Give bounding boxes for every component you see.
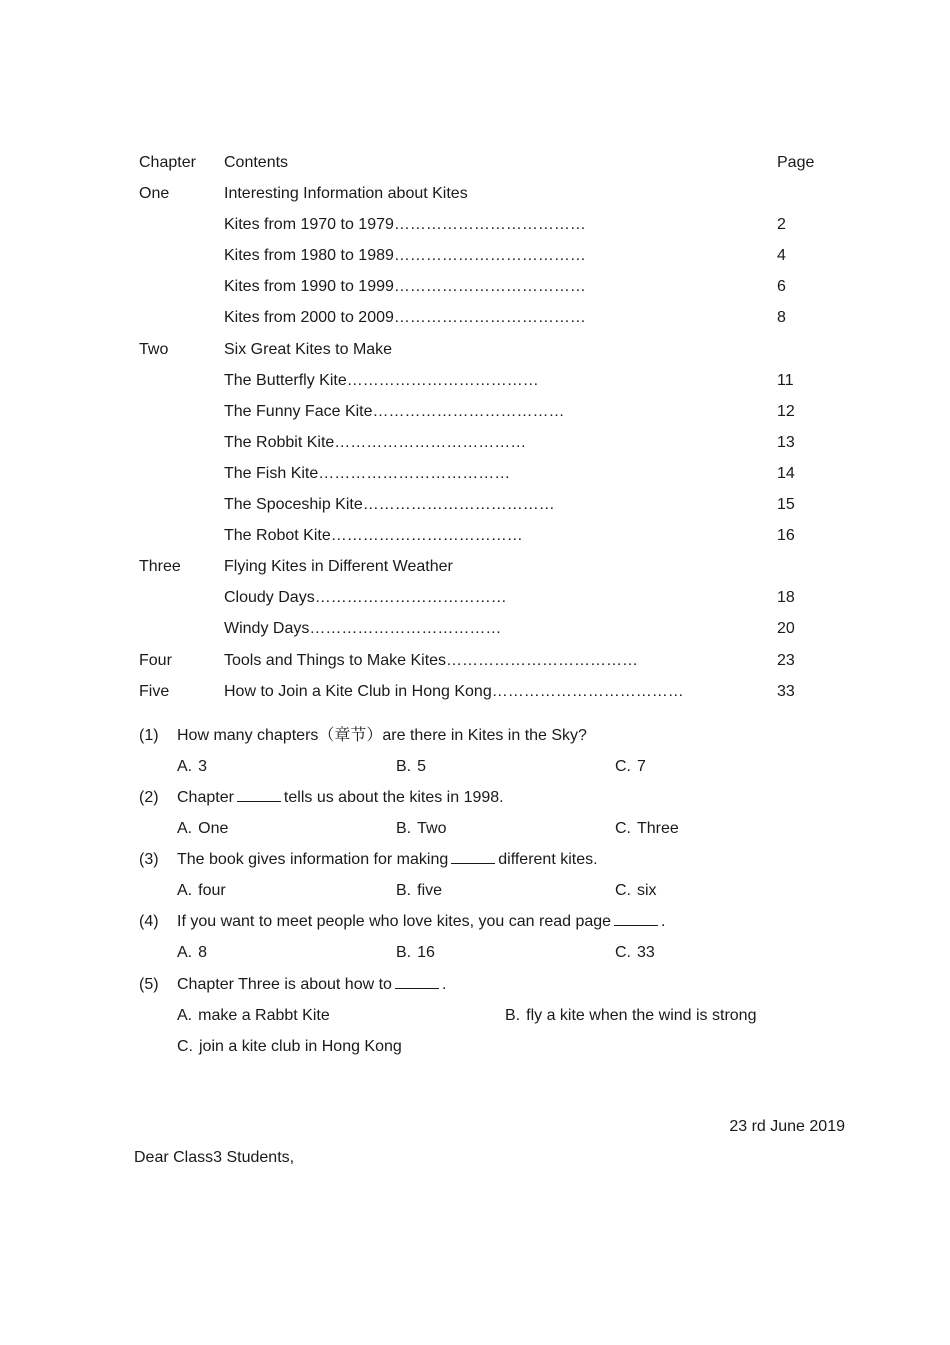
option-letter: C. [615,944,631,961]
toc-contents: The Fish Kite……………………………… [224,464,511,482]
question-number: (5) [139,976,159,993]
toc-row [139,401,839,432]
toc-contents: Kites from 1980 to 1989……………………………… [224,247,586,265]
toc-contents: How to Join a Kite Club in Hong Kong……………………………… [224,682,684,700]
toc-row [139,525,839,556]
option-text: 5 [417,758,427,775]
toc-contents: The Robot Kite……………………………… [224,527,523,545]
toc-row [139,432,839,463]
toc-page: 8 [777,309,786,327]
option-text: four [198,882,226,899]
question-text-before: If you want to meet people who love kites, you can read page [177,913,612,930]
question-number: (1) [139,727,159,744]
toc-contents: Kites from 1970 to 1979……………………………… [224,216,586,234]
toc-page: 14 [777,464,795,482]
option-2c[interactable] [615,818,679,840]
question-text [177,787,504,809]
option-3a[interactable] [177,880,226,902]
answer-blank[interactable] [395,974,439,989]
option-text: join a kite club in Hong Kong [199,1038,402,1055]
toc-row [139,463,839,494]
option-text: 33 [637,944,655,961]
toc-header-page: Page [777,154,815,171]
toc-chapter: Three [139,558,181,576]
question-text [177,849,598,871]
toc-row [139,214,839,245]
option-text: 3 [198,758,208,775]
toc-contents: Cloudy Days……………………………… [224,589,507,607]
toc-page: 23 [777,651,795,669]
toc-row [139,307,839,338]
letter-greeting: Dear Class3 Students, [134,1149,295,1166]
option-text: make a Rabbt Kite [198,1007,330,1024]
option-letter: A. [177,758,193,775]
toc-page: 11 [777,371,794,389]
toc-header-contents: Contents [224,154,289,171]
option-text: Two [417,820,447,837]
toc-page: 2 [777,216,786,234]
toc-row [139,556,839,587]
question-text-before: How many chapters（章节）are there in Kites in the Sky? [177,727,587,744]
toc-chapter: One [139,185,170,203]
question-text [177,911,666,933]
toc-row [139,494,839,525]
option-text: six [637,882,657,899]
answer-blank[interactable] [237,787,281,802]
option-1b[interactable] [396,756,426,778]
letter-date: 23 rd June 2019 [729,1118,845,1135]
toc-row [139,587,839,618]
toc-header-chapter: Chapter [139,154,196,171]
option-1a[interactable] [177,756,207,778]
toc-row [139,370,839,401]
question-text-before: Chapter [177,789,234,806]
toc-contents: Interesting Information about Kites [224,185,468,203]
option-letter: A. [177,1007,193,1024]
question-text-after: . [661,913,666,930]
option-text: 8 [198,944,208,961]
option-2b[interactable] [396,818,446,840]
option-5c[interactable] [177,1036,402,1058]
toc-contents: The Butterfly Kite……………………………… [224,371,539,389]
option-4b[interactable] [396,942,435,964]
question-number: (4) [139,913,159,930]
option-letter: A. [177,820,193,837]
option-letter: A. [177,944,193,961]
option-letter: A. [177,882,193,899]
toc-row [139,339,839,370]
option-4a[interactable] [177,942,207,964]
toc-contents: Windy Days……………………………… [224,620,502,638]
option-5a[interactable] [177,1005,330,1027]
toc-page: 20 [777,620,795,638]
toc-page: 13 [777,433,795,451]
option-text: five [417,882,443,899]
toc-contents: Six Great Kites to Make [224,340,393,358]
question-text-after: tells us about the kites in 1998. [283,789,504,806]
toc-contents: Kites from 1990 to 1999……………………………… [224,278,586,296]
question-text-before: Chapter Three is about how to [177,976,392,993]
toc-contents: The Spoceship Kite……………………………… [224,496,555,514]
option-text: fly a kite when the wind is strong [526,1007,757,1024]
toc-header [139,152,839,183]
option-4c[interactable] [615,942,655,964]
option-letter: B. [396,758,412,775]
toc-page: 18 [777,589,795,607]
question-text-after: different kites. [498,851,598,868]
question-text [177,725,587,747]
toc-row [139,245,839,276]
table-of-contents [139,152,839,712]
toc-contents: Kites from 2000 to 2009……………………………… [224,309,586,327]
option-2a[interactable] [177,818,228,840]
toc-chapter: Four [139,651,172,669]
toc-contents: The Robbit Kite……………………………… [224,433,527,451]
toc-page: 6 [777,278,786,296]
option-letter: B. [505,1007,521,1024]
toc-contents: Flying Kites in Different Weather [224,558,453,576]
toc-chapter: Two [139,340,169,358]
question-number: (3) [139,851,159,868]
answer-blank[interactable] [451,849,495,864]
toc-row [139,618,839,649]
option-letter: C. [615,758,631,775]
toc-row [139,650,839,681]
question-text-after: . [441,976,447,993]
toc-chapter: Five [139,682,170,700]
question-text-before: The book gives information for making [177,851,449,868]
toc-row [139,681,839,712]
toc-page: 12 [777,402,795,420]
option-1c[interactable] [615,756,646,778]
toc-page: 4 [777,247,786,265]
option-letter: C. [615,820,631,837]
option-letter: C. [615,882,631,899]
option-text: Three [637,820,679,837]
toc-page: 15 [777,496,795,514]
answer-blank[interactable] [614,911,658,926]
question-number: (2) [139,789,159,806]
option-3b[interactable] [396,880,442,902]
toc-contents: Tools and Things to Make Kites……………………………… [224,651,639,669]
toc-row [139,276,839,307]
option-3c[interactable] [615,880,657,902]
toc-row [139,183,839,214]
option-5b[interactable] [505,1005,756,1027]
option-letter: C. [177,1038,193,1055]
option-text: One [198,820,229,837]
toc-page: 16 [777,527,795,545]
question-text [177,974,446,996]
option-letter: B. [396,944,412,961]
toc-page: 33 [777,682,795,700]
toc-contents: The Funny Face Kite……………………………… [224,402,565,420]
option-text: 16 [417,944,435,961]
option-text: 7 [637,758,646,775]
option-letter: B. [396,820,412,837]
option-letter: B. [396,882,412,899]
